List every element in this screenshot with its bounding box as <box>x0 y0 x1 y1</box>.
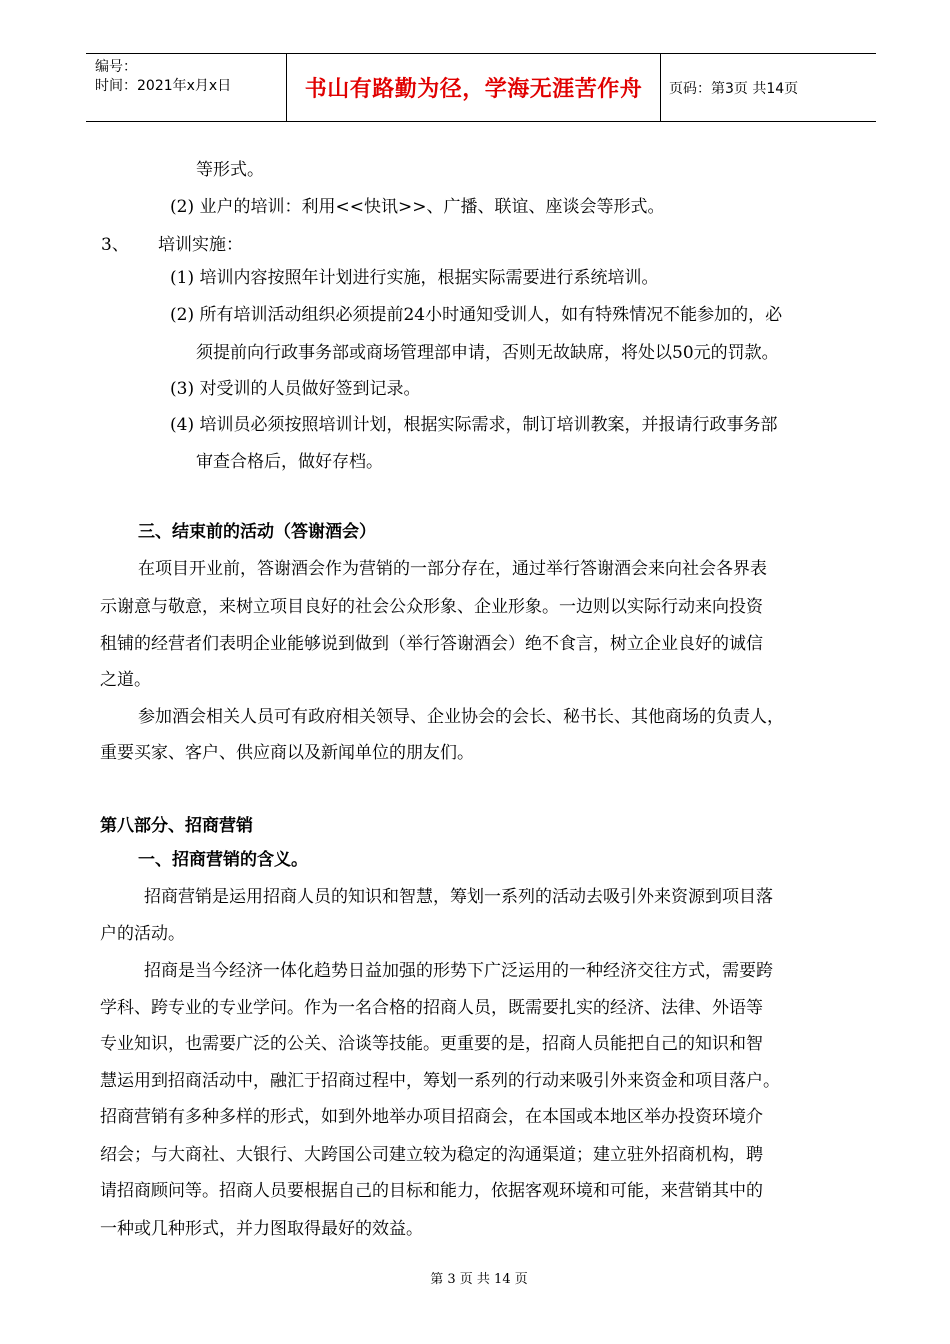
paragraph-line: 户的活动。 <box>100 924 185 944</box>
paragraph-line: 示谢意与敬意，来树立项目良好的社会公众形象、企业形象。一边则以实际行动来向投资 <box>100 597 763 617</box>
paragraph-line: 重要买家、客户、供应商以及新闻单位的朋友们。 <box>100 743 474 763</box>
paragraph-line: 一种或几种形式，并力图取得最好的效益。 <box>100 1219 423 1239</box>
page-header <box>86 53 876 122</box>
paragraph-line: 在项目开业前，答谢酒会作为营销的一部分存在，通过举行答谢酒会来向社会各界表 <box>138 559 767 579</box>
body-line: (4) 培训员必须按照培训计划，根据实际需求，制订培训教案，并报请行政事务部 <box>170 415 778 435</box>
part-heading: 第八部分、招商营销 <box>100 816 253 836</box>
body-line: (1) 培训内容按照年计划进行实施，根据实际需要进行系统培训。 <box>170 268 659 288</box>
body-line: 审查合格后，做好存档。 <box>196 452 383 472</box>
list-heading: 培训实施： <box>158 235 243 255</box>
paragraph-line: 绍会；与大商社、大银行、大跨国公司建立较为稳定的沟通渠道；建立驻外招商机构，聘 <box>100 1145 763 1165</box>
document-time-label: 时间：2021年x月x日 <box>95 78 232 94</box>
paragraph-line: 请招商顾问等。招商人员要根据自己的目标和能力，依据客观环境和可能，来营销其中的 <box>100 1181 763 1201</box>
body-line: 须提前向行政事务部或商场管理部申请，否则无故缺席，将处以50元的罚款。 <box>196 343 779 363</box>
body-line: (2) 业户的培训：利用<<快讯>>、广播、联谊、座谈会等形式。 <box>170 197 665 217</box>
paragraph-line: 慧运用到招商活动中，融汇于招商过程中，筹划一系列的行动来吸引外来资金和项目落户。 <box>100 1071 780 1091</box>
body-line: (3) 对受训的人员做好签到记录。 <box>170 379 421 399</box>
body-line: 等形式。 <box>196 160 264 180</box>
paragraph-line: 专业知识，也需要广泛的公关、洽谈等技能。更重要的是，招商人员能把自己的知识和智 <box>100 1034 763 1054</box>
section-heading: 三、结束前的活动（答谢酒会） <box>138 522 376 542</box>
document-number-label: 编号： <box>95 59 137 75</box>
paragraph-line: 之道。 <box>100 670 151 690</box>
paragraph-line: 招商营销有多种多样的形式，如到外地举办项目招商会，在本国或本地区举办投资环境介 <box>100 1107 763 1127</box>
paragraph-line: 招商营销是运用招商人员的知识和智慧，筹划一系列的活动去吸引外来资源到项目落 <box>144 887 773 907</box>
paragraph-line: 参加酒会相关人员可有政府相关领导、企业协会的会长、秘书长、其他商场的负责人， <box>138 707 784 727</box>
paragraph-line: 学科、跨专业的专业学问。作为一名合格的招商人员，既需要扎实的经济、法律、外语等 <box>100 998 763 1018</box>
page-footer: 第 3 页 共 14 页 <box>430 1272 528 1287</box>
list-number: 3、 <box>101 235 129 255</box>
paragraph-line: 租铺的经营者们表明企业能够说到做到（举行答谢酒会）绝不食言，树立企业良好的诚信 <box>100 634 763 654</box>
subsection-heading: 一、招商营销的含义。 <box>138 850 308 870</box>
header-page-number: 页码：第3页 共14页 <box>669 80 799 97</box>
paragraph-line: 招商是当今经济一体化趋势日益加强的形势下广泛运用的一种经济交往方式，需要跨 <box>144 961 773 981</box>
header-meta <box>86 54 287 121</box>
body-line: (2) 所有培训活动组织必须提前24小时通知受训人，如有特殊情况不能参加的，必 <box>170 305 783 325</box>
header-motto: 书山有路勤为径，学海无涯苦作舟 <box>287 54 661 121</box>
